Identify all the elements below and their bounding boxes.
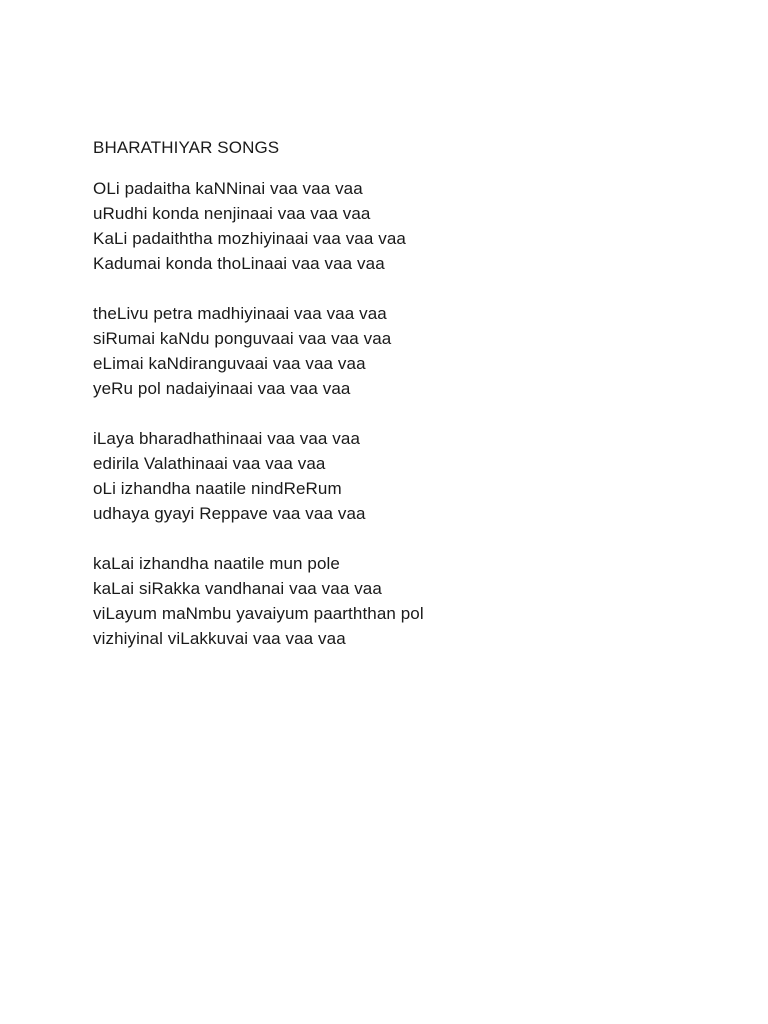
verse-line: Kadumai konda thoLinaai vaa vaa vaa [93,254,385,273]
document-title: BHARATHIYAR SONGS [93,138,280,157]
verse-line: siRumai kaNdu ponguvaai vaa vaa vaa [93,329,392,348]
verse-line: udhaya gyayi Reppave vaa vaa vaa [93,504,366,523]
verse-line: uRudhi konda nenjinaai vaa vaa vaa [93,204,371,223]
verse-line: kaLai siRakka vandhanai vaa vaa vaa [93,579,382,598]
stanza-3 [93,426,713,526]
stanza-2 [93,301,713,401]
verse-line: KaLi padaiththa mozhiyinaai vaa vaa vaa [93,229,406,248]
verse-line: oLi izhandha naatile nindReRum [93,479,342,498]
verse-line: viLayum maNmbu yavaiyum paarththan pol [93,604,424,623]
stanza-4 [93,551,713,651]
verse-line: vizhiyinal viLakkuvai vaa vaa vaa [93,629,346,648]
verse-line: edirila Valathinaai vaa vaa vaa [93,454,326,473]
verse-line: eLimai kaNdiranguvaai vaa vaa vaa [93,354,366,373]
verse-line: theLivu petra madhiyinaai vaa vaa vaa [93,304,387,323]
stanza-1 [93,176,713,276]
verse-line: OLi padaitha kaNNinai vaa vaa vaa [93,179,363,198]
verse-line: kaLai izhandha naatile mun pole [93,554,340,573]
verse-line: iLaya bharadhathinaai vaa vaa vaa [93,429,360,448]
verse-line: yeRu pol nadaiyinaai vaa vaa vaa [93,379,351,398]
document-body [93,135,713,676]
